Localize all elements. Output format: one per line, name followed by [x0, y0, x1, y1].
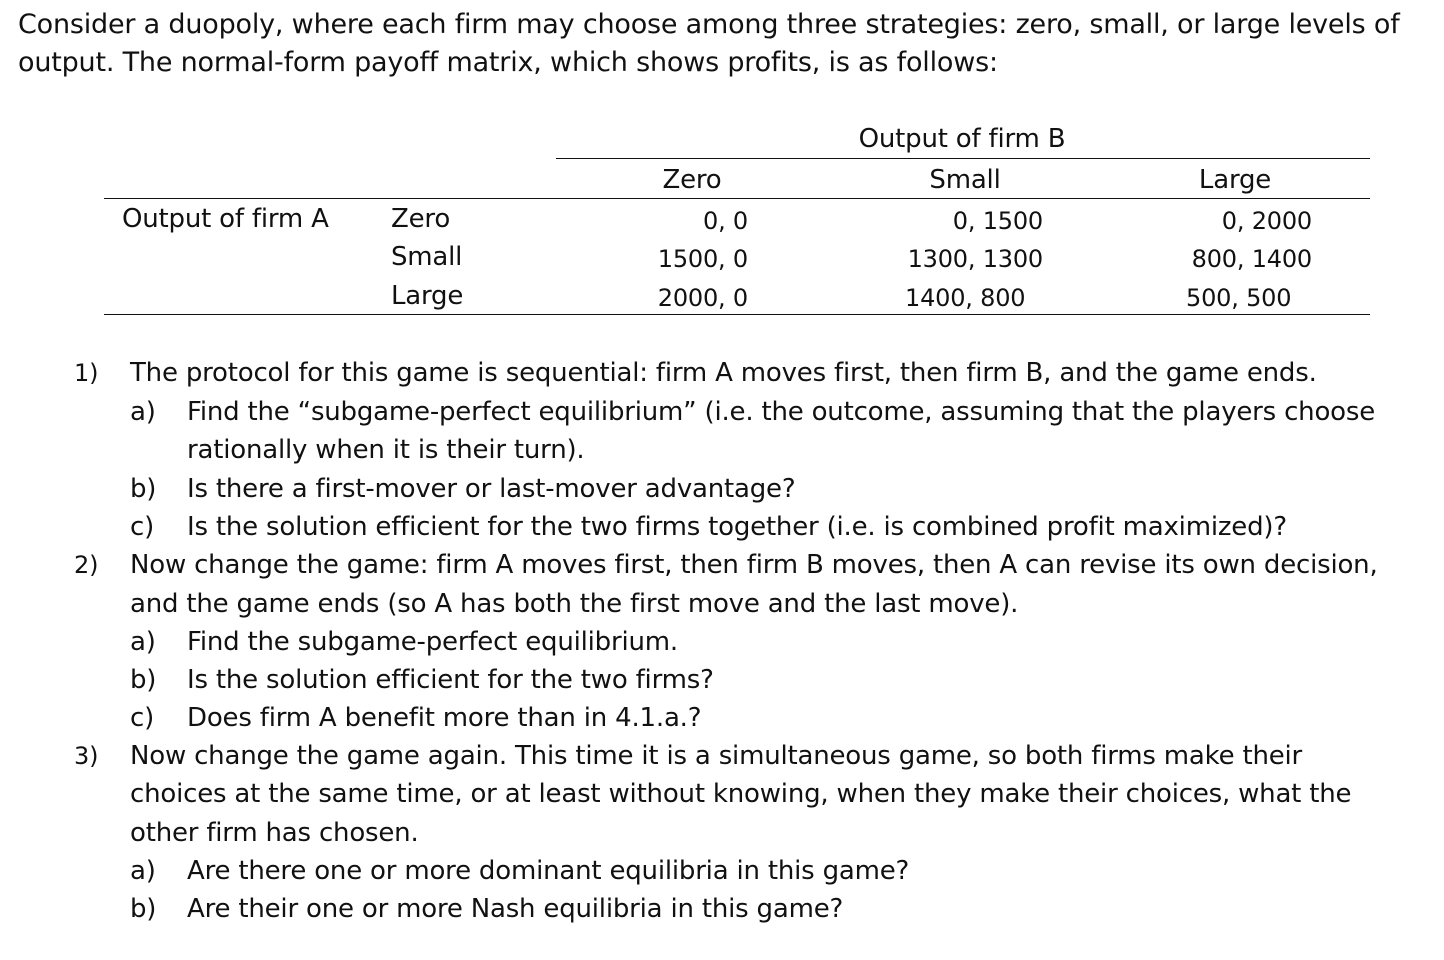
question-2b-label: b) [130, 665, 157, 695]
question-1-text: The protocol for this game is sequential: firm A moves first, then firm B, and the game ends. [130, 358, 1317, 388]
intro-line-2: output. The normal-form payoff matrix, which shows profits, is as follows: [18, 47, 998, 78]
question-3a-text: Are there one or more dominant equilibria in this game? [187, 856, 910, 886]
col-player-label: Output of firm B [858, 124, 1066, 154]
cell-large-small: 1400, 800 [905, 284, 1026, 312]
col-header-small: Small [929, 165, 1001, 195]
matrix-rule-header [104, 198, 1370, 199]
question-3-text-2: choices at the same time, or at least without knowing, when they make their choices, what the [130, 779, 1352, 809]
row-header-large: Large [391, 281, 464, 311]
question-2c-text: Does firm A benefit more than in 4.1.a.? [187, 703, 702, 733]
question-3b-label: b) [130, 894, 157, 924]
question-2-number: 2) [74, 551, 99, 579]
question-2-text-2: and the game ends (so A has both the first move and the last move). [130, 589, 1019, 619]
question-1a-text-2: rationally when it is their turn). [187, 435, 585, 465]
question-1b-label: b) [130, 474, 157, 504]
question-2a-label: a) [130, 627, 156, 657]
question-1-number: 1) [74, 359, 99, 387]
row-header-small: Small [391, 242, 463, 272]
question-2b-text: Is the solution efficient for the two firms? [187, 665, 714, 695]
cell-zero-large: 0, 2000 [1221, 207, 1312, 235]
question-3a-label: a) [130, 856, 156, 886]
row-header-zero: Zero [391, 204, 451, 234]
question-1b-text: Is there a first-mover or last-mover advantage? [187, 474, 796, 504]
question-3b-text: Are their one or more Nash equilibria in this game? [187, 894, 844, 924]
question-1a-label: a) [130, 397, 156, 427]
col-header-large: Large [1198, 165, 1272, 195]
cell-large-large: 500, 500 [1186, 284, 1292, 312]
cell-small-zero: 1500, 0 [657, 245, 748, 273]
cell-zero-small: 0, 1500 [952, 207, 1043, 235]
question-3-text-1: Now change the game again. This time it is a simultaneous game, so both firms make their [130, 741, 1303, 771]
question-3-text-3: other firm has chosen. [130, 818, 419, 848]
question-2a-text: Find the subgame-perfect equilibrium. [187, 627, 678, 657]
question-1a-text-1: Find the “subgame-perfect equilibrium” (i.e. the outcome, assuming that the players choose [187, 397, 1376, 427]
cell-large-zero: 2000, 0 [657, 284, 748, 312]
question-3-number: 3) [74, 742, 99, 770]
row-player-label: Output of firm A [122, 204, 329, 234]
col-header-zero: Zero [662, 165, 722, 195]
question-1c-label: c) [130, 512, 155, 542]
cell-small-small: 1300, 1300 [907, 245, 1043, 273]
cell-small-large: 800, 1400 [1191, 245, 1312, 273]
matrix-rule-bottom [104, 314, 1370, 315]
question-1c-text: Is the solution efficient for the two firms together (i.e. is combined profit maximized)? [187, 512, 1287, 542]
question-2c-label: c) [130, 703, 155, 733]
question-2-text-1: Now change the game: firm A moves first, then firm B moves, then A can revise its own decision, [130, 550, 1378, 580]
intro-line-1: Consider a duopoly, where each firm may choose among three strategies: zero, small, or large levels of [18, 9, 1400, 40]
cell-zero-zero: 0, 0 [703, 207, 748, 235]
matrix-rule-top [556, 158, 1370, 159]
